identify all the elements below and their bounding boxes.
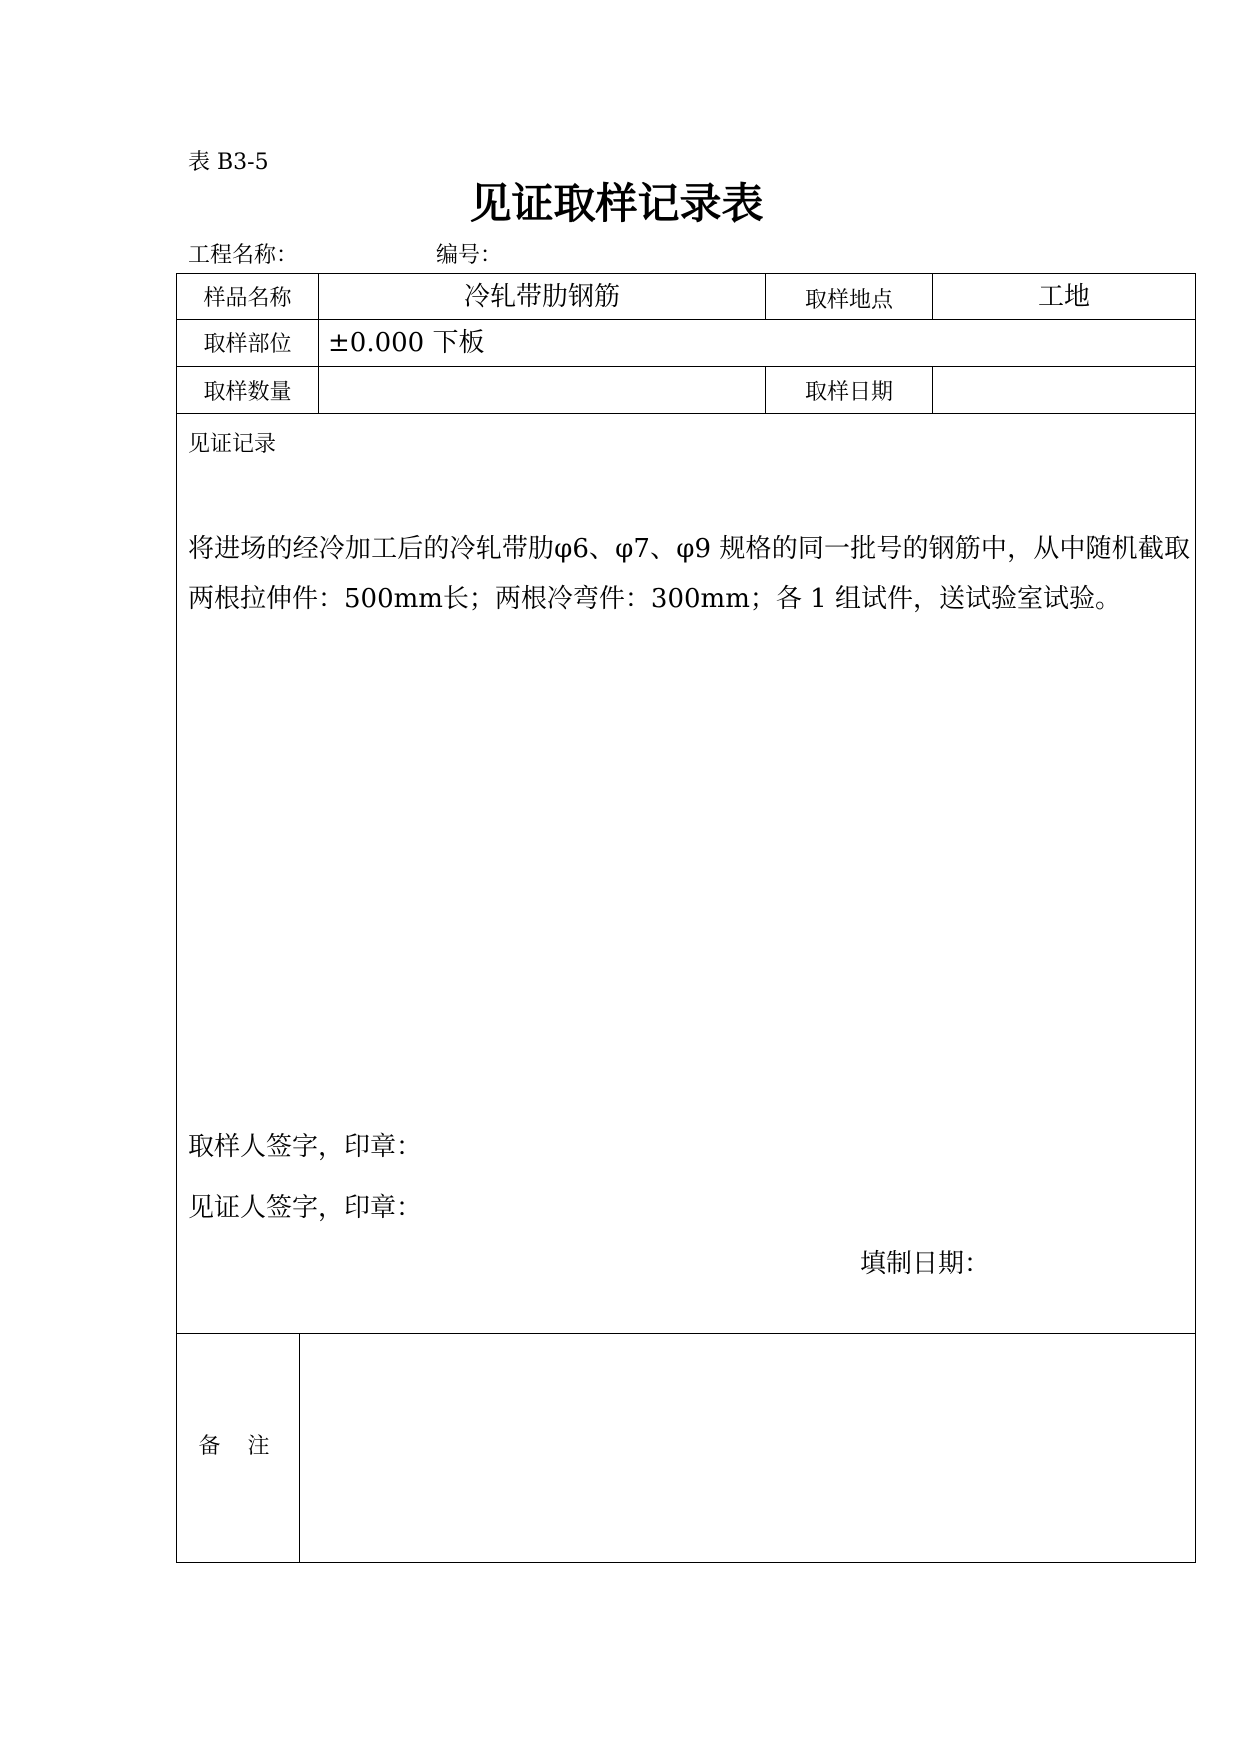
sampling-location-value: 工地	[1037, 282, 1090, 312]
document-title-text: 见证取样记录表	[469, 179, 764, 228]
row-divider-2	[176, 366, 1196, 367]
document-title	[0, 176, 1241, 232]
row-divider-remarks	[176, 1333, 1196, 1334]
table-border-left	[176, 273, 177, 1563]
remarks-label: 备 注	[198, 1434, 280, 1459]
sampling-part-value: ±0.000 下板	[328, 328, 485, 358]
number-label: 编号：	[436, 243, 503, 268]
row-divider-3	[176, 413, 1196, 414]
table-border-right	[1195, 273, 1196, 1563]
sampling-date-label: 取样日期	[804, 380, 893, 405]
witness-record-body: 将进场的经冷加工后的冷轧带肋φ6、φ7、φ9 规格的同一批号的钢筋中，从中随机截取两根拉伸件：500mm长；两根冷弯件：300mm；各 1 组试件，送试验室试验。	[188, 534, 1190, 614]
sampling-location-label: 取样地点	[804, 288, 893, 313]
form-code: 表 B3-5	[188, 150, 269, 175]
witness-signature-label: 见证人签字，印章：	[188, 1193, 423, 1223]
sample-quantity-label: 取样数量	[203, 380, 292, 405]
col-divider-right-row3	[932, 366, 933, 414]
sampler-signature-label: 取样人签字，印章：	[188, 1132, 423, 1162]
project-name-label: 工程名称：	[188, 243, 299, 268]
sample-name-label: 样品名称	[203, 286, 292, 311]
sample-name-value: 冷轧带肋钢筋	[463, 282, 620, 312]
fill-date-label: 填制日期：	[860, 1249, 991, 1279]
witness-record-heading: 见证记录	[188, 432, 277, 457]
table-border-bottom	[176, 1562, 1196, 1563]
sampling-part-label: 取样部位	[203, 332, 292, 357]
